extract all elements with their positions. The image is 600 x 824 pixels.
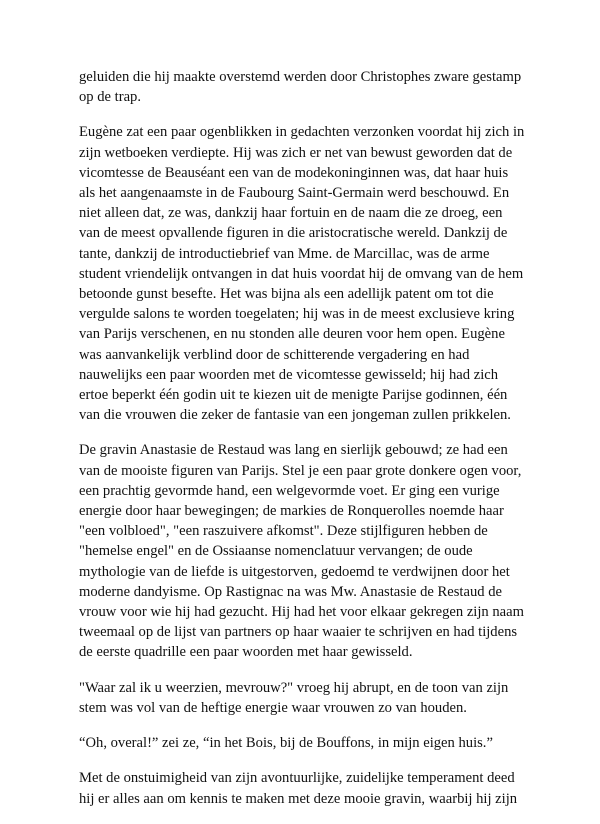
text-line: hij er alles aan om kennis te maken met deze mooie gravin, waarbij hij zijn xyxy=(79,790,518,807)
text-line: als het aangenaamste in de Faubourg Saint-Germain werd beschouwd. En xyxy=(79,185,510,202)
paragraph xyxy=(79,440,541,662)
paragraph xyxy=(79,768,541,808)
text-line: zijn wetboeken verdiepte. Hij was zich er net van bewust geworden dat de xyxy=(79,144,513,161)
text-line: een prachtig gevormde hand, een welgevormde voet. Er ging een vurige xyxy=(79,482,500,499)
text-line: vrouw voor wie hij had gezucht. Hij had het voor elkaar gekregen zijn naam xyxy=(79,604,524,621)
text-line: tweemaal op de lijst van partners op haar waaier te schrijven en had tijdens xyxy=(79,624,518,641)
text-line: van de meest opvallende figuren in die aristocratische wereld. Dankzij de xyxy=(79,225,508,242)
text-line: tante, dankzij de introductiebrief van Mme. de Marcillac, was de arme xyxy=(79,245,490,262)
text-line: nauwelijks een paar woorden met de vicomtesse gewisseld; hij had zich xyxy=(79,366,499,383)
paragraph xyxy=(79,733,541,753)
text-line: mythologie van de liefde is uitgestorven, gedoemd te verdwijnen door het xyxy=(79,563,510,580)
text-line: De gravin Anastasie de Restaud was lang en sierlijk gebouwd; ze had een xyxy=(79,442,508,459)
paragraph xyxy=(79,122,541,425)
text-line: was aanvankelijk verblind door de schitterende vergadering en had xyxy=(79,346,470,363)
text-line: de eerste quadrille een paar woorden met haar gewisseld. xyxy=(79,644,413,661)
paragraph xyxy=(79,67,541,107)
paragraph xyxy=(79,678,541,718)
text-line: stem was vol van de heftige energie waar vrouwen zo van houden. xyxy=(79,699,467,716)
text-line: ertoe beperkt één godin uit te kiezen uit de menigte Parijse godinnen, één xyxy=(79,387,508,404)
text-line: van de mooiste figuren van Parijs. Stel je een paar grote donkere ogen voor, xyxy=(79,462,522,479)
text-line: vergulde salons te worden toegelaten; hij was in de meest exclusieve kring xyxy=(79,306,515,323)
text-line: student vriendelijk ontvangen in dat huis voordat hij de omvang van de hem xyxy=(79,265,524,282)
text-line: Met de onstuimigheid van zijn avontuurlijke, zuidelijke temperament deed xyxy=(79,770,515,787)
text-column xyxy=(79,67,541,824)
text-line: Eugène zat een paar ogenblikken in gedachten verzonken voordat hij zich in xyxy=(79,124,525,141)
text-line: van die vrouwen die zeker de fantasie van een jongeman zullen prikkelen. xyxy=(79,407,511,424)
text-line: moderne dandyisme. Op Rastignac na was Mw. Anastasie de Restaud de xyxy=(79,583,502,600)
text-line: op de trap. xyxy=(79,89,142,106)
text-line: vicomtesse de Beauséant een van de modekoninginnen was, dat haar huis xyxy=(79,164,509,181)
text-line: “Oh, overal!” zei ze, “in het Bois, bij de Bouffons, in mijn eigen huis.” xyxy=(79,735,493,752)
text-line: "hemelse engel" en de Ossiaanse nomenclatuur vervangen; de oude xyxy=(79,543,473,560)
text-line: van Parijs verschenen, en nu stonden alle deuren voor hem open. Eugène xyxy=(79,326,505,343)
text-line: energie door haar bewegingen; de markies de Ronquerolles noemde haar xyxy=(79,503,504,520)
text-line: niet alleen dat, ze was, dankzij haar fortuin en de naam die ze droeg, een xyxy=(79,205,503,222)
text-line: "een volbloed", "een raszuivere afkomst". Deze stijlfiguren hebben de xyxy=(79,523,488,540)
text-line: geluiden die hij maakte overstemd werden door Christophes zware gestamp xyxy=(79,69,522,85)
text-line: betoonde gunst besefte. Het was bijna als een adellijk patent om tot die xyxy=(79,286,494,303)
text-line: "Waar zal ik u weerzien, mevrouw?" vroeg hij abrupt, en de toon van zijn xyxy=(79,679,509,696)
